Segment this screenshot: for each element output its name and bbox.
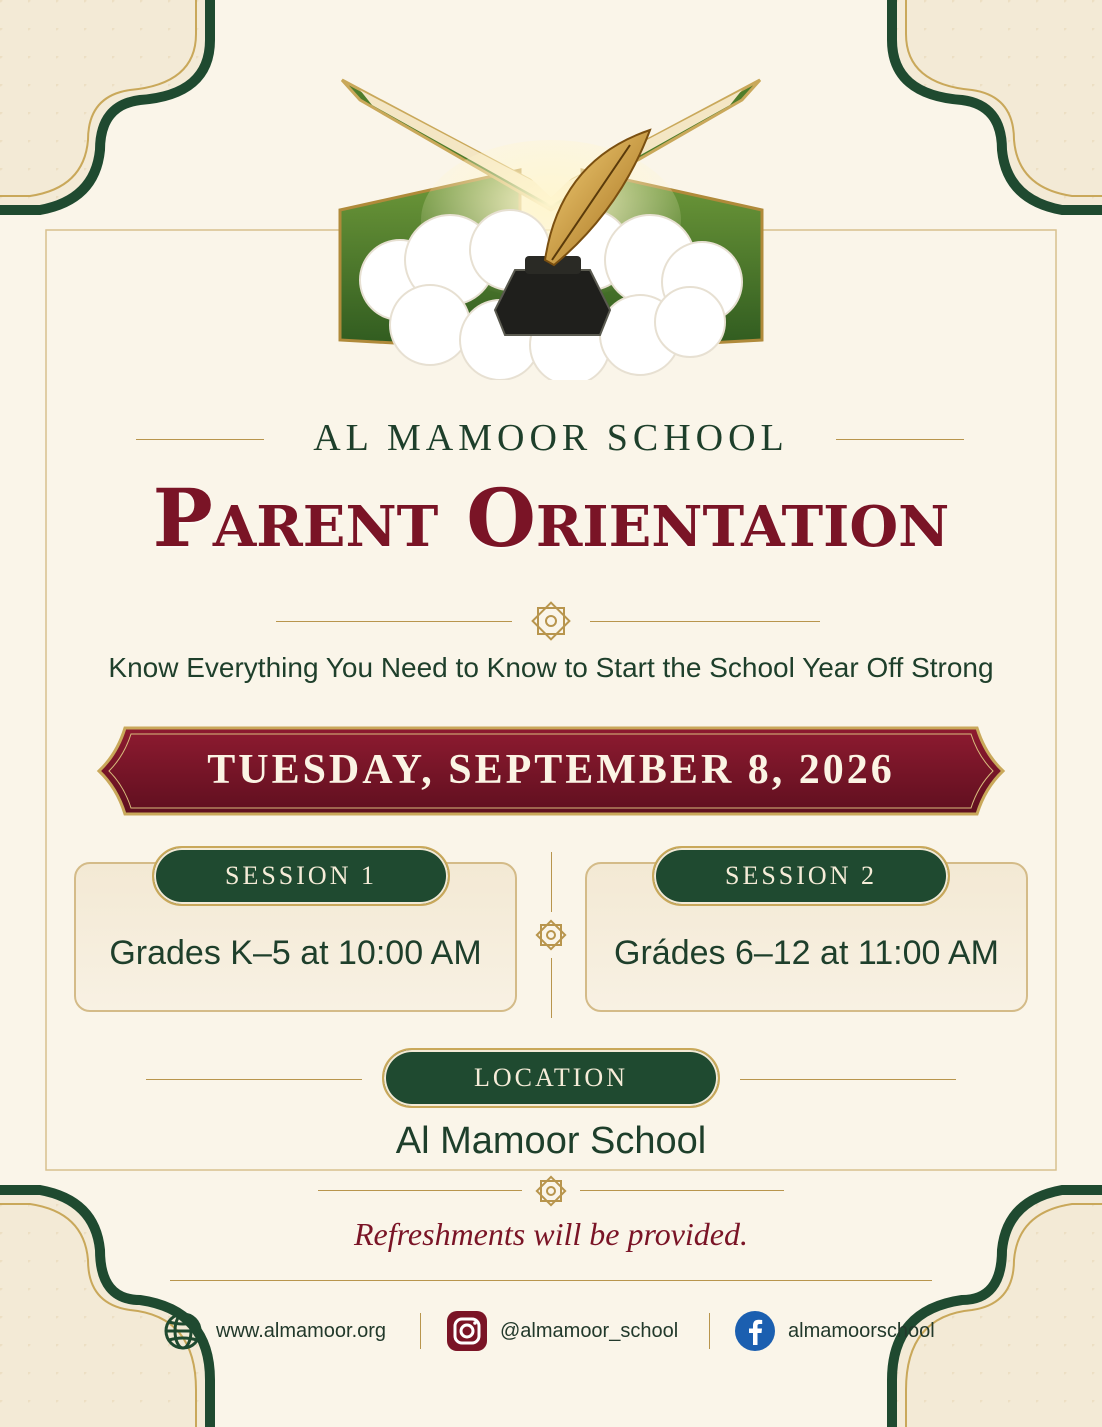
location-label: LOCATION [382, 1048, 720, 1108]
globe-icon [162, 1310, 204, 1352]
title-rule-left [276, 621, 512, 622]
location-name: Al Mamoor School [395, 1120, 707, 1162]
session-2-label: SESSION 2 [652, 846, 950, 906]
footer-separator [709, 1313, 710, 1349]
page-title: Parent Orientation [152, 471, 950, 565]
instagram-link[interactable] [446, 1310, 678, 1352]
ornament-icon [530, 1172, 572, 1210]
footer-rule [170, 1280, 932, 1281]
session-1-label: SESSION 1 [152, 846, 450, 906]
school-name-rule-right [836, 439, 964, 440]
location-ornament-rule-right [580, 1190, 784, 1191]
event-date: TUESDAY, SEPTEMBER 8, 2026 [207, 747, 895, 793]
session-divider-bottom [551, 958, 552, 1018]
school-name: AL MAMOOR SCHOOL [313, 417, 789, 459]
facebook-link[interactable] [734, 1310, 935, 1352]
session-2-time: Grádes 6–12 at 11:00 AM [614, 934, 999, 972]
instagram-text: @almamoor_school [500, 1319, 679, 1342]
ornament-icon [524, 598, 578, 644]
website-text: www.almamoor.org [216, 1319, 387, 1342]
subtitle: Know Everything You Need to Know to Start the School Year Off Strong [108, 652, 994, 683]
facebook-text: almamoorschool [788, 1319, 935, 1342]
facebook-icon [734, 1310, 776, 1352]
location-ornament-rule-left [318, 1190, 522, 1191]
session-divider-top [551, 852, 552, 912]
instagram-icon [446, 1310, 488, 1352]
session-1-time: Grades K–5 at 10:00 AM [109, 934, 482, 972]
location-rule-left [146, 1079, 362, 1080]
title-rule-right [590, 621, 820, 622]
refreshments-note: Refreshments will be provided. [354, 1216, 748, 1252]
footer-separator [420, 1313, 421, 1349]
book-emblem-icon [330, 60, 772, 380]
ornament-icon [531, 914, 571, 956]
location-rule-right [740, 1079, 956, 1080]
website-link[interactable] [162, 1310, 386, 1352]
